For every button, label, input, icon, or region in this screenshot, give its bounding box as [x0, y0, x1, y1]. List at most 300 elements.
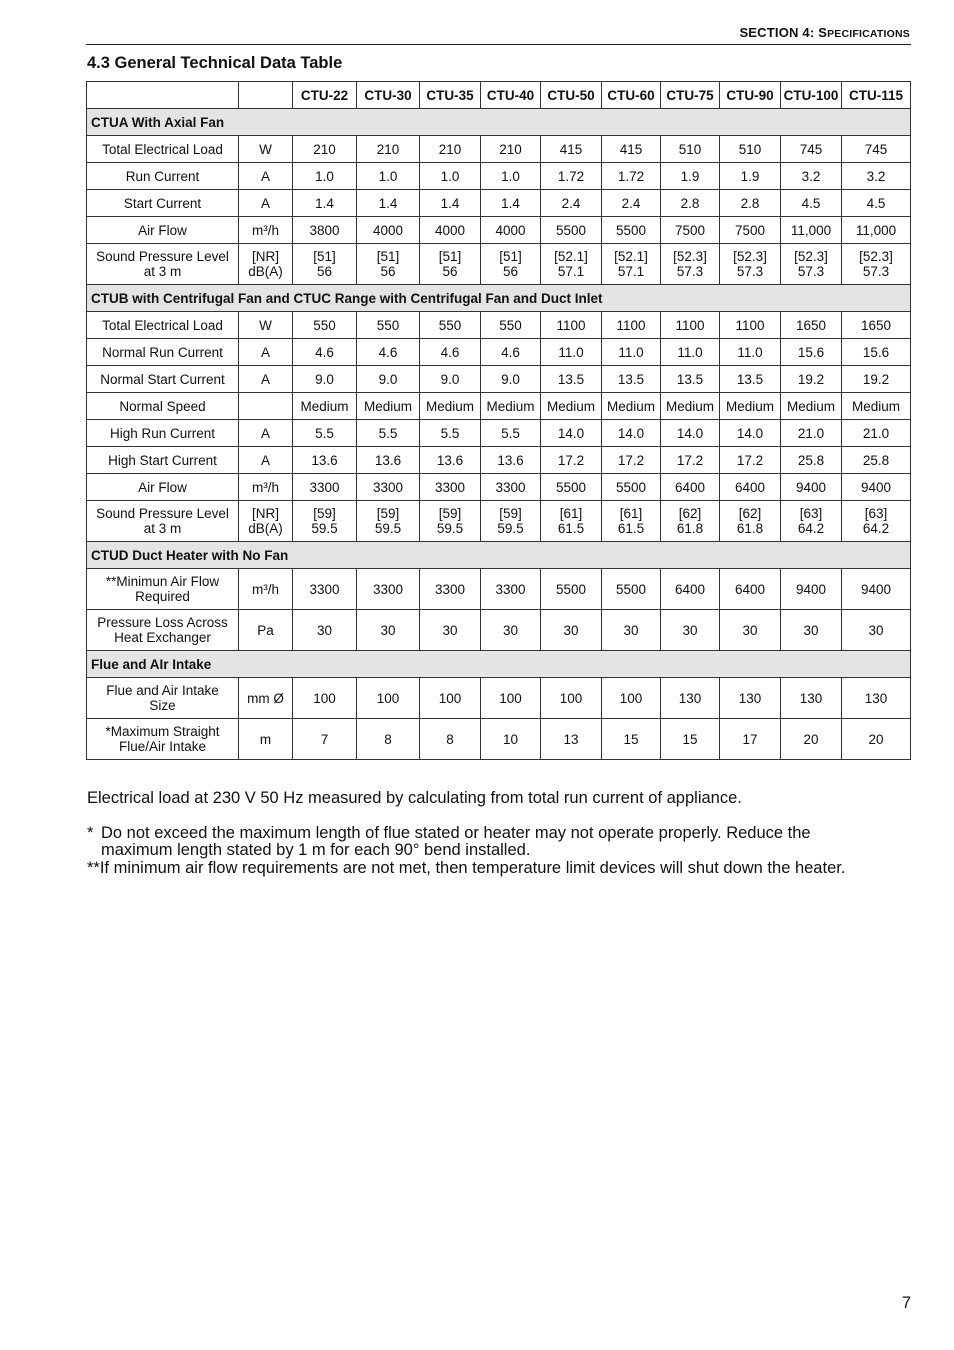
value-cell: [720, 719, 781, 760]
flue-note-text: [101, 825, 811, 860]
value-cell: [842, 393, 911, 420]
value-cell: [720, 312, 781, 339]
value-line: 510: [678, 141, 702, 157]
value-cell: [420, 190, 481, 217]
value-line: 130: [799, 690, 823, 706]
value-cell: [481, 312, 541, 339]
unit-cell: [239, 312, 293, 339]
parameter-label-line: Heat Exchanger: [114, 630, 211, 645]
unit-line: mm Ø: [247, 690, 284, 706]
parameter-label-line: Flue/Air Intake: [118, 739, 207, 754]
value-cell: [661, 447, 720, 474]
airflow-note: **If minimum air flow requirements are not met, then temperature limit devices will shut down the heater.: [87, 858, 846, 877]
value-cell: [661, 136, 720, 163]
value-cell: [357, 339, 420, 366]
footnotes: [87, 790, 917, 877]
value-line: 1.72: [617, 168, 645, 184]
table-row: [87, 136, 911, 163]
flue-note-line: Do not exceed the maximum length of flue stated or heater may not operate properly. Reduce the: [101, 823, 811, 842]
value-line: [59]: [438, 506, 462, 521]
value-cell: [661, 244, 720, 285]
unit-cell: [239, 447, 293, 474]
value-cell: [541, 569, 602, 610]
table-row: [87, 420, 911, 447]
header-model: CTU-35: [420, 82, 481, 109]
value-line: [51]: [376, 249, 400, 264]
value-line: 25.8: [797, 452, 825, 468]
value-cell: [661, 420, 720, 447]
parameter-label-line: Size: [149, 698, 176, 713]
value-line: 1.9: [740, 168, 760, 184]
value-cell: [357, 719, 420, 760]
parameter-label-line: Total Electrical Load: [102, 141, 223, 157]
value-cell: [720, 366, 781, 393]
value-cell: [842, 339, 911, 366]
value-cell: [720, 420, 781, 447]
value-line: 15: [623, 731, 639, 747]
value-line: [51]: [438, 249, 462, 264]
value-cell: [481, 244, 541, 285]
value-line: 61.8: [736, 521, 764, 536]
value-line: Medium: [725, 398, 774, 414]
value-cell: [293, 678, 357, 719]
value-line: 6400: [674, 581, 706, 597]
parameter-label-line: Start Current: [123, 195, 202, 211]
table-header-row: [87, 82, 911, 109]
table-row: [87, 569, 911, 610]
value-cell: [420, 393, 481, 420]
value-line: 3300: [372, 479, 404, 495]
value-line: 3800: [309, 222, 340, 238]
value-cell: [781, 447, 842, 474]
header-divider: [86, 44, 911, 45]
value-cell: [420, 569, 481, 610]
table-row: [87, 190, 911, 217]
value-cell: [720, 569, 781, 610]
value-cell: [541, 136, 602, 163]
value-line: 3300: [495, 581, 526, 597]
value-cell: [842, 366, 911, 393]
value-line: 2.8: [740, 195, 760, 211]
value-line: 17.2: [676, 452, 704, 468]
value-line: 17.2: [557, 452, 585, 468]
value-line: 30: [563, 622, 579, 638]
value-line: 4.6: [378, 344, 398, 360]
value-line: 13: [563, 731, 579, 747]
flue-length-note: [87, 825, 917, 860]
value-line: 210: [376, 141, 400, 157]
value-line: 210: [313, 141, 336, 157]
value-cell: [541, 610, 602, 651]
value-cell: [661, 719, 720, 760]
value-line: 1.9: [680, 168, 700, 184]
value-line: 4000: [372, 222, 404, 238]
value-line: 4.6: [501, 344, 520, 360]
table-title: 4.3 General Technical Data Table: [87, 54, 343, 72]
value-cell: [481, 190, 541, 217]
table-row: [87, 393, 911, 420]
value-cell: [541, 678, 602, 719]
value-line: 1100: [675, 317, 705, 333]
value-cell: [357, 474, 420, 501]
flue-note-asterisk: *: [87, 823, 94, 842]
value-cell: [720, 163, 781, 190]
value-line: 57.3: [736, 264, 764, 279]
unit-line: [NR]: [252, 506, 279, 521]
value-line: 13.6: [436, 452, 464, 468]
parameter-label: [87, 474, 239, 501]
unit-line: dB(A): [248, 264, 283, 279]
value-line: 1100: [556, 317, 586, 333]
unit-line: m³/h: [252, 222, 279, 238]
value-cell: [842, 217, 911, 244]
value-line: Medium: [851, 398, 900, 414]
value-cell: [661, 339, 720, 366]
value-line: 1.4: [378, 195, 398, 211]
parameter-label: [87, 339, 239, 366]
value-cell: [481, 719, 541, 760]
header-model: CTU-90: [720, 82, 781, 109]
value-line: 11.0: [618, 344, 644, 360]
unit-line: [NR]: [252, 249, 279, 264]
value-line: [52.3]: [733, 249, 767, 264]
value-line: 61.5: [617, 521, 645, 536]
value-line: 17.2: [736, 452, 764, 468]
value-line: 4.6: [315, 344, 334, 360]
value-cell: [602, 610, 661, 651]
value-cell: [842, 569, 911, 610]
value-cell: [781, 420, 842, 447]
value-line: 5500: [615, 222, 647, 238]
value-cell: [781, 501, 842, 542]
section-header-prefix: SECTION 4: S: [739, 25, 828, 40]
value-line: Medium: [300, 398, 349, 414]
electrical-load-note: Electrical load at 230 V 50 Hz measured by calculating from total run current of appliance.: [87, 789, 742, 807]
unit-cell: [239, 420, 293, 447]
section-heading-row: [87, 109, 911, 136]
flue-note-line: maximum length stated by 1 m for each 90° bend installed.: [101, 841, 531, 859]
value-cell: [293, 393, 357, 420]
value-cell: [293, 610, 357, 651]
value-cell: [420, 217, 481, 244]
value-line: [51]: [313, 249, 336, 264]
parameter-label-line: Normal Run Current: [102, 344, 223, 360]
value-line: 14.0: [617, 425, 645, 441]
value-cell: [420, 312, 481, 339]
table-row: [87, 366, 911, 393]
value-cell: [661, 190, 720, 217]
value-line: [61]: [559, 506, 583, 521]
unit-line: A: [260, 168, 270, 184]
value-line: 56: [316, 264, 333, 279]
value-cell: [602, 501, 661, 542]
value-cell: [661, 474, 720, 501]
value-line: 30: [803, 622, 819, 638]
value-cell: [420, 719, 481, 760]
section-heading: CTUB with Centrifugal Fan and CTUC Range with Centrifugal Fan and Duct Inlet: [87, 285, 911, 312]
value-line: 9400: [860, 479, 892, 495]
value-cell: [481, 420, 541, 447]
value-cell: [420, 163, 481, 190]
value-cell: [541, 244, 602, 285]
parameter-label: [87, 312, 239, 339]
value-cell: [781, 366, 842, 393]
value-cell: [781, 163, 842, 190]
value-line: 510: [738, 141, 762, 157]
value-line: 59.5: [374, 521, 402, 536]
value-line: 56: [502, 264, 519, 279]
unit-line: W: [259, 141, 272, 157]
table-body: [87, 109, 911, 760]
value-cell: [293, 244, 357, 285]
value-line: 9.0: [440, 371, 460, 387]
unit-cell: [239, 610, 293, 651]
value-line: 5500: [615, 479, 647, 495]
value-cell: [842, 312, 911, 339]
value-line: 30: [380, 622, 396, 638]
value-cell: [842, 420, 911, 447]
value-line: [63]: [864, 506, 888, 521]
value-cell: [661, 501, 720, 542]
value-cell: [481, 447, 541, 474]
parameter-label-line: at 3 m: [143, 521, 182, 536]
value-cell: [293, 312, 357, 339]
value-cell: [541, 447, 602, 474]
unit-line: A: [260, 425, 270, 441]
header-model: CTU-40: [481, 82, 541, 109]
value-line: 11.0: [737, 344, 763, 360]
value-cell: [481, 393, 541, 420]
value-cell: [357, 312, 420, 339]
value-line: 57.3: [862, 264, 890, 279]
unit-line: dB(A): [248, 521, 283, 536]
value-line: 100: [376, 690, 400, 706]
parameter-label-line: High Start Current: [108, 452, 217, 468]
value-line: 3.2: [866, 168, 886, 184]
unit-line: W: [259, 317, 272, 333]
value-cell: [293, 366, 357, 393]
value-cell: [357, 190, 420, 217]
value-cell: [781, 136, 842, 163]
value-line: 100: [438, 690, 462, 706]
value-line: 5500: [555, 581, 587, 597]
value-line: [63]: [799, 506, 823, 521]
value-line: 4000: [434, 222, 466, 238]
value-line: 4.6: [440, 344, 460, 360]
value-line: 64.2: [862, 521, 890, 536]
table-row: [87, 244, 911, 285]
value-cell: [357, 447, 420, 474]
value-line: 11.0: [677, 344, 703, 360]
parameter-label-line: Run Current: [125, 168, 200, 184]
value-cell: [602, 163, 661, 190]
parameter-label-line: Normal Speed: [119, 398, 206, 414]
unit-cell: [239, 474, 293, 501]
value-line: 5.5: [315, 425, 334, 441]
value-line: [62]: [738, 506, 762, 521]
value-line: 1650: [795, 317, 827, 333]
value-cell: [357, 501, 420, 542]
value-line: 11.0: [558, 344, 584, 360]
value-line: 100: [619, 690, 643, 706]
parameter-label: [87, 244, 239, 285]
value-cell: [781, 719, 842, 760]
value-cell: [720, 339, 781, 366]
value-cell: [661, 569, 720, 610]
value-cell: [541, 312, 602, 339]
value-line: 550: [313, 317, 336, 333]
parameter-label-line: Pressure Loss Across: [97, 615, 228, 630]
value-cell: [661, 312, 720, 339]
value-cell: [661, 217, 720, 244]
unit-line: m³/h: [252, 581, 279, 597]
value-line: 3300: [434, 479, 466, 495]
parameter-label-line: Flue and Air Intake: [106, 683, 219, 698]
value-line: 7500: [734, 222, 766, 238]
unit-cell: [239, 501, 293, 542]
value-cell: [781, 217, 842, 244]
header-model: CTU-100: [781, 82, 842, 109]
section-heading-row: [87, 285, 911, 312]
value-cell: [720, 393, 781, 420]
value-cell: [602, 366, 661, 393]
value-line: 19.2: [797, 371, 825, 387]
value-line: 59.5: [497, 521, 524, 536]
parameter-label: [87, 569, 239, 610]
value-cell: [720, 610, 781, 651]
value-line: 745: [799, 141, 823, 157]
value-line: 5500: [555, 222, 587, 238]
value-cell: [357, 569, 420, 610]
value-line: 415: [619, 141, 643, 157]
value-line: 1.4: [315, 195, 334, 211]
value-line: Medium: [606, 398, 655, 414]
header-model: CTU-115: [842, 82, 911, 109]
value-line: 13.6: [311, 452, 338, 468]
value-cell: [720, 501, 781, 542]
value-line: 56: [442, 264, 458, 279]
parameter-label-line: Total Electrical Load: [102, 317, 223, 333]
value-line: 1.0: [315, 168, 334, 184]
value-cell: [602, 569, 661, 610]
unit-cell: [239, 393, 293, 420]
parameter-label-line: Sound Pressure Level: [96, 506, 229, 521]
parameter-label-line: Air Flow: [138, 222, 187, 238]
value-cell: [357, 420, 420, 447]
value-line: 745: [864, 141, 888, 157]
value-cell: [420, 474, 481, 501]
value-line: 550: [499, 317, 522, 333]
table-row: [87, 339, 911, 366]
value-cell: [781, 244, 842, 285]
unit-cell: [239, 719, 293, 760]
value-line: 4.5: [866, 195, 886, 211]
value-line: 100: [313, 690, 336, 706]
section-heading: CTUA With Axial Fan: [87, 109, 911, 136]
value-line: 6400: [734, 479, 766, 495]
value-line: 3300: [372, 581, 404, 597]
value-cell: [781, 339, 842, 366]
value-line: [52.1]: [614, 249, 648, 264]
value-cell: [720, 678, 781, 719]
parameter-label-line: Normal Start Current: [100, 371, 225, 387]
value-cell: [602, 217, 661, 244]
value-line: 130: [738, 690, 762, 706]
value-cell: [720, 474, 781, 501]
value-cell: [541, 501, 602, 542]
value-line: 1.0: [378, 168, 398, 184]
value-line: 5500: [615, 581, 647, 597]
parameter-label: [87, 190, 239, 217]
parameter-label-line: High Run Current: [109, 425, 216, 441]
value-cell: [481, 474, 541, 501]
value-cell: [357, 163, 420, 190]
section-heading-row: [87, 542, 911, 569]
value-cell: [357, 217, 420, 244]
value-line: 11,000: [855, 222, 897, 238]
value-line: 30: [868, 622, 884, 638]
parameter-label: [87, 501, 239, 542]
value-cell: [842, 190, 911, 217]
unit-cell: [239, 163, 293, 190]
value-cell: [420, 447, 481, 474]
value-cell: [541, 719, 602, 760]
value-line: [61]: [619, 506, 643, 521]
value-line: 9.0: [501, 371, 520, 387]
value-cell: [481, 163, 541, 190]
parameter-label: [87, 136, 239, 163]
value-line: 130: [864, 690, 888, 706]
value-line: 1.0: [440, 168, 460, 184]
value-cell: [720, 447, 781, 474]
value-cell: [661, 366, 720, 393]
section-header-rest: PECIFICATIONS: [827, 28, 910, 40]
value-line: 14.0: [736, 425, 764, 441]
value-cell: [420, 366, 481, 393]
table-row: [87, 163, 911, 190]
value-line: 57.1: [557, 264, 585, 279]
value-line: 30: [682, 622, 698, 638]
value-cell: [842, 136, 911, 163]
header-model: CTU-75: [661, 82, 720, 109]
table-row: [87, 447, 911, 474]
value-cell: [420, 244, 481, 285]
value-cell: [602, 393, 661, 420]
value-cell: [781, 190, 842, 217]
value-line: 30: [742, 622, 758, 638]
parameter-label-line: Air Flow: [138, 479, 187, 495]
value-line: 25.8: [862, 452, 890, 468]
value-line: 2.8: [680, 195, 700, 211]
value-line: 3.2: [801, 168, 821, 184]
value-cell: [481, 366, 541, 393]
value-cell: [781, 393, 842, 420]
value-cell: [720, 244, 781, 285]
value-cell: [720, 190, 781, 217]
value-cell: [602, 244, 661, 285]
parameter-label: [87, 447, 239, 474]
value-line: 20: [803, 731, 819, 747]
header-label-cell: [87, 82, 239, 109]
value-cell: [602, 190, 661, 217]
unit-cell: [239, 217, 293, 244]
table-row: [87, 610, 911, 651]
value-cell: [842, 610, 911, 651]
value-line: 9400: [795, 479, 827, 495]
unit-cell: [239, 190, 293, 217]
value-line: 7: [320, 731, 329, 747]
value-cell: [720, 217, 781, 244]
